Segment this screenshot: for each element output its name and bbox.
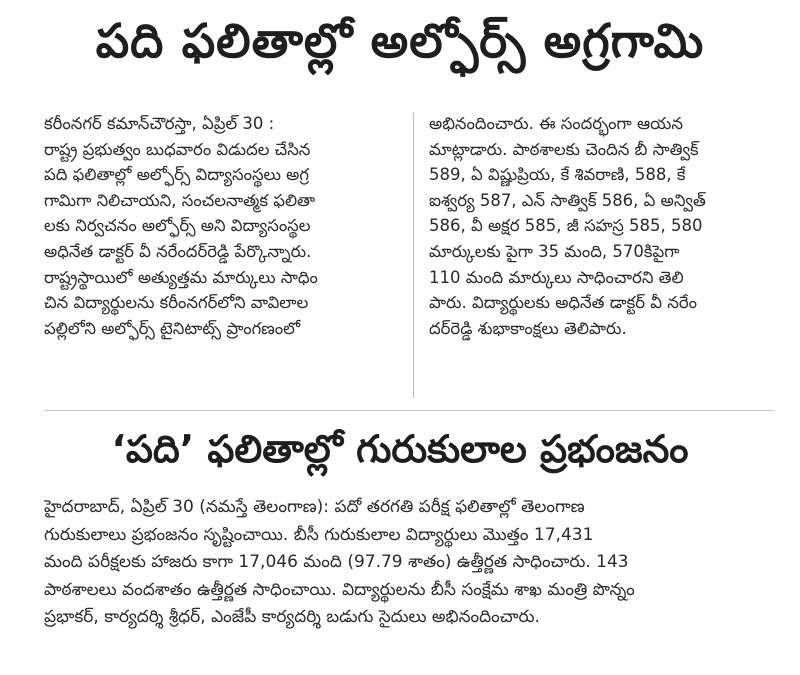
article-2-headline: ‘పది’ ఫలితాల్లో గురుకులాల ప్రభంజనం <box>111 427 689 471</box>
article-2-line: ప్రభాకర్, కార్యదర్శి శ్రీధర్, ఎంజేపీ కార్యదర్శి బడుగు సైదులు అభినందించారు. <box>44 607 540 627</box>
article-1-right-line: 589, ఏ విష్ణుప్రియ, కే శివరాణి, 588, కే <box>429 165 686 185</box>
article-divider <box>44 410 774 411</box>
article-1-left-line: రాష్ట్రస్థాయిలో అత్యుత్తమ మార్కులు సాధిం <box>44 267 318 287</box>
article-1-right-line: 586, వీ అక్షర 585, జీ సహస్ర 585, 580 <box>429 216 703 236</box>
article-1-left-line: రాష్ట్ర ప్రభుత్వం బుధవారం విడుదల చేసిన <box>44 139 311 159</box>
article-1-right-line: మార్కులకు పైగా 35 మంది, 570కిపైగా <box>429 241 680 261</box>
article-1-left-column <box>44 111 396 341</box>
article-1-right-line: దర్‌రెడ్డి శుభాకాంక్షలు తెలిపారు. <box>429 318 627 338</box>
article-1-headline: పది ఫలితాల్లో అల్ఫోర్స్ అగ్రగామి <box>95 14 705 69</box>
article-1-right-line: ఐశ్వర్య 587, ఎన్ సాత్విక్ 586, ఏ అన్విత్ <box>429 190 706 210</box>
article-1-left-line: చిన విద్యార్థులను కరీంనగర్‌లోని వావిలాల <box>44 293 309 313</box>
article-1-right-line: అభినందించారు. ఈ సందర్భంగా ఆయన <box>429 114 683 133</box>
article-1-left-line: పల్లిలోని అల్ఫోర్స్ టైనిటాట్స్ ప్రాంగణంలో <box>44 318 301 338</box>
article-1-right-line: మాట్లాడారు. పాఠశాలకు చెందిన బీ సాత్విక్ <box>429 139 699 159</box>
column-separator <box>413 113 414 398</box>
article-1-left-line: లకు నిర్వచనం అల్ఫోర్స్ అని విద్యాసంస్థల <box>44 216 311 236</box>
article-1-right-line: పారు. విద్యార్థులకు అధినేత డాక్టర్ వీ నరేం <box>429 293 698 313</box>
article-2-body <box>44 494 774 632</box>
article-1-left-line: కరీంనగర్ కమాన్‌చౌరస్తా, ఏప్రిల్ 30 : <box>44 114 275 133</box>
article-1-left-line: అధినేత డాక్టర్ వీ నరేందర్‌రెడ్డి పేర్కొన్నారు. <box>44 241 312 261</box>
article-1-left-line: పది ఫలితాల్లో అల్ఫోర్స్ విద్యాసంస్థలు అగ్ర <box>44 165 309 185</box>
article-1-columns <box>44 111 774 401</box>
article-1-right-line: 110 మంది మార్కులు సాధించారని తెలి <box>429 267 684 287</box>
article-2-line: మంది పరీక్షలకు హాజరు కాగా 17,046 మంది (97.79 శాతం) ఉత్తీర్ణత సాధించారు. 143 <box>44 552 629 572</box>
article-1-right-column <box>429 111 774 341</box>
article-1-left-line: గామిగా నిలిచాయని, సంచలనాత్మక ఫలితా <box>44 190 316 210</box>
article-2-line: గురుకులాలు ప్రభంజనం సృష్టించాయి. బీసీ గురుకులాల విద్యార్థులు మొత్తం 17,431 <box>44 524 594 545</box>
article-2-line: హైదరాబాద్, ఏప్రిల్ 30 (నమస్తే తెలంగాణ): పదో తరగతి పరీక్ష ఫలితాల్లో తెలంగాణ <box>44 497 585 517</box>
article-2-line: పాఠశాలలు వందశాతం ఉత్తీర్ణత సాధించాయి. విద్యార్థులను బీసీ సంక్షేమ శాఖ మంత్రి పొన్నం <box>44 579 635 600</box>
